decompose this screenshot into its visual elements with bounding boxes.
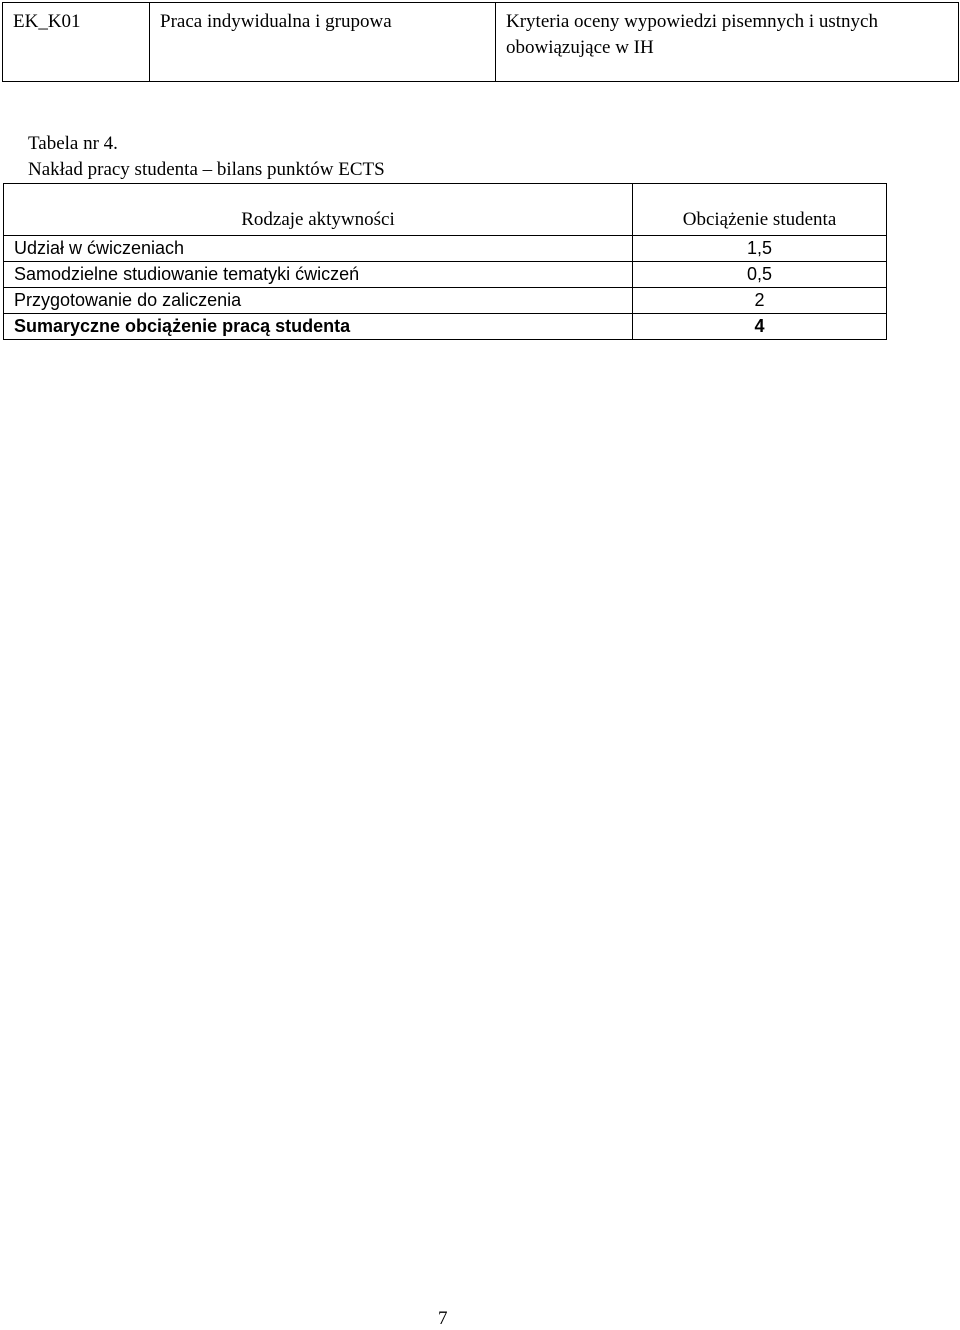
outcome-code: EK_K01 <box>3 3 150 82</box>
outcome-row <box>3 3 959 82</box>
table-number: Tabela nr 4. <box>28 133 118 154</box>
table-row <box>4 288 887 314</box>
header-activity: Rodzaje aktywności <box>4 184 633 236</box>
outcome-criteria: Kryteria oceny wypowiedzi pisemnych i ustnych obowiązujące w IH <box>496 3 959 82</box>
row-activity: Samodzielne studiowanie tematyki ćwiczeń <box>4 262 633 288</box>
row-load: 1,5 <box>633 236 887 262</box>
ects-header-row <box>4 184 887 236</box>
row-activity: Przygotowanie do zaliczenia <box>4 288 633 314</box>
row-load: 2 <box>633 288 887 314</box>
summary-activity: Sumaryczne obciążenie pracą studenta <box>4 314 633 340</box>
row-load: 0,5 <box>633 262 887 288</box>
header-load: Obciążenie studenta <box>633 184 887 236</box>
table-row <box>4 236 887 262</box>
table-title: Nakład pracy studenta – bilans punktów ECTS <box>28 159 385 180</box>
outcome-competence: Praca indywidualna i grupowa <box>150 3 496 82</box>
page-number: 7 <box>438 1308 448 1329</box>
row-activity: Udział w ćwiczeniach <box>4 236 633 262</box>
ects-table <box>3 183 887 340</box>
table-row <box>4 262 887 288</box>
summary-row <box>4 314 887 340</box>
learning-outcome-table <box>2 2 959 82</box>
summary-load: 4 <box>633 314 887 340</box>
